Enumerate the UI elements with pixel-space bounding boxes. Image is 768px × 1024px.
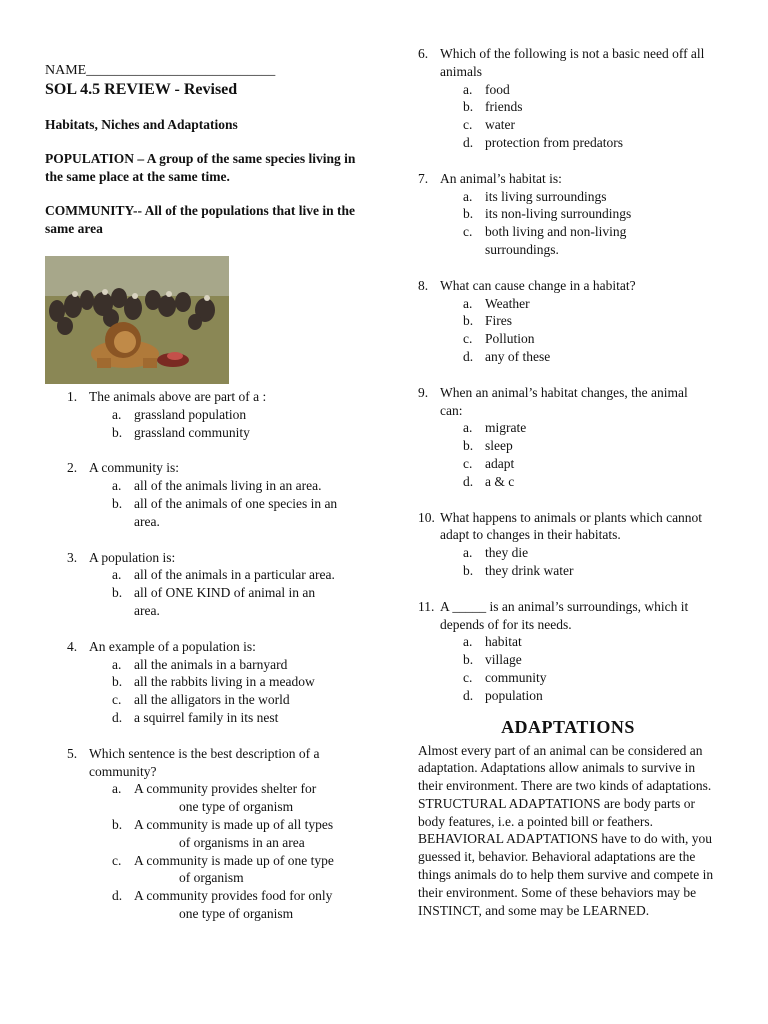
community-definition: COMMUNITY-- All of the populations that live in the same area — [45, 203, 356, 236]
answer-option: c. adapt — [463, 455, 515, 471]
question-9 — [418, 384, 718, 491]
question-number: 5. — [67, 745, 78, 761]
right-column — [418, 45, 718, 919]
question-10 — [418, 509, 718, 580]
answer-option: a. all the animals in a barnyard — [112, 656, 288, 672]
answer-option: b. all the rabbits living in a meadow — [112, 674, 315, 690]
answer-option: c. both living and non-living surroundings. — [463, 224, 627, 257]
question-text: A _____ is an animal’s surroundings, which it depends of for its needs. — [440, 598, 689, 632]
answer-option: b. all of ONE KIND of animal in an area. — [112, 585, 316, 618]
question-2 — [67, 459, 375, 530]
question-6 — [418, 45, 718, 152]
answer-option: c. all the alligators in the world — [112, 692, 290, 708]
answer-option: a. all of the animals living in an area. — [112, 478, 322, 494]
answer-option: b. Fires — [463, 313, 512, 329]
answer-option: a. its living surroundings — [463, 188, 607, 204]
answer-option: d. a & c — [463, 473, 515, 489]
answer-option: b. all of the animals of one species in an area. — [112, 495, 338, 529]
adaptations-paragraph: Almost every part of an animal can be considered an adaptation. Adaptations allow animals to survive in their environment. There are two kinds of adaptations. STRUCTURAL ADAPTATIONS are body parts or body features, i.e. a pointed bill or feathers. BEHAVIORAL ADAPTATIONS have to do with, you guessed it, behavior. Behavioral adaptations are the things animals do to help them survive and compete in their environment. Some of these behaviors may be INSTINCT, and some may be LEARNED. — [418, 742, 714, 918]
answer-option: b. grassland community — [112, 424, 250, 440]
question-number: 4. — [67, 638, 78, 654]
question-8 — [418, 277, 718, 366]
answer-option: d. any of these — [463, 348, 551, 364]
answer-option: b. village — [463, 652, 522, 668]
question-number: 6. — [418, 46, 429, 61]
answer-option: a. migrate — [463, 420, 527, 436]
left-column — [45, 62, 375, 941]
question-number: 2. — [67, 460, 78, 476]
answer-option: a. Weather — [463, 295, 530, 311]
question-text: What can cause change in a habitat? — [440, 277, 636, 293]
question-number: 8. — [418, 277, 429, 293]
answer-option: c. Pollution — [463, 331, 535, 347]
question-text: Which sentence is the best description of a community? — [89, 745, 320, 779]
question-3 — [67, 549, 375, 620]
question-7 — [418, 170, 718, 259]
question-number: 3. — [67, 549, 78, 565]
name-field-label: NAME___________________________ — [45, 63, 276, 78]
question-number: 1. — [67, 389, 78, 404]
population-definition: POPULATION – A group of the same species living in the same place at the same time. — [45, 151, 356, 184]
answer-option: a. food — [463, 81, 510, 97]
subtitle: Habitats, Niches and Adaptations — [45, 117, 238, 132]
question-number: 9. — [418, 384, 429, 400]
answer-option: a. all of the animals in a particular area. — [112, 567, 335, 583]
question-1 — [67, 388, 375, 441]
answer-option: a. habitat — [463, 634, 522, 650]
question-text: A community is: — [89, 460, 180, 476]
question-text: What happens to animals or plants which cannot adapt to changes in their habitats. — [440, 509, 703, 543]
answer-option: a. they die — [463, 545, 529, 561]
answer-option: a. A community provides shelter for one type of organism — [112, 781, 317, 815]
question-text: The animals above are part of a : — [89, 389, 267, 404]
page-title: SOL 4.5 REVIEW - Revised — [45, 81, 238, 98]
question-text: An example of a population is: — [89, 638, 256, 654]
answer-option: b. its non-living surroundings — [463, 206, 632, 222]
answer-option: c. water — [463, 117, 515, 133]
question-text: When an animal’s habitat changes, the animal can: — [440, 384, 688, 418]
answer-option: d. protection from predators — [463, 134, 623, 150]
question-text: An animal’s habitat is: — [440, 170, 562, 186]
answer-option: b. friends — [463, 99, 523, 115]
answer-option: d. population — [463, 687, 543, 703]
answer-option: d. A community provides food for only one type of organism — [112, 888, 333, 921]
question-text: Which of the following is not a basic need off all animals — [440, 46, 705, 79]
answer-option: c. community — [463, 669, 547, 685]
question-11 — [418, 598, 718, 705]
answer-option: b. sleep — [463, 438, 513, 454]
question-number: 7. — [418, 170, 429, 186]
answer-option: b. A community is made up of all types of organisms in an area — [112, 816, 334, 850]
question-number: 11. — [418, 598, 435, 614]
question-text: A population is: — [89, 549, 176, 565]
question-4 — [67, 638, 375, 727]
adaptations-heading: ADAPTATIONS — [501, 716, 635, 737]
lion-vultures-photo — [45, 256, 229, 384]
answer-option: d. a squirrel family in its nest — [112, 709, 279, 725]
answer-option: a. grassland population — [112, 406, 247, 422]
answer-option: c. A community is made up of one type of organism — [112, 852, 334, 886]
answer-option: b. they drink water — [463, 562, 574, 578]
question-number: 10. — [418, 509, 435, 525]
question-5 — [67, 745, 375, 923]
